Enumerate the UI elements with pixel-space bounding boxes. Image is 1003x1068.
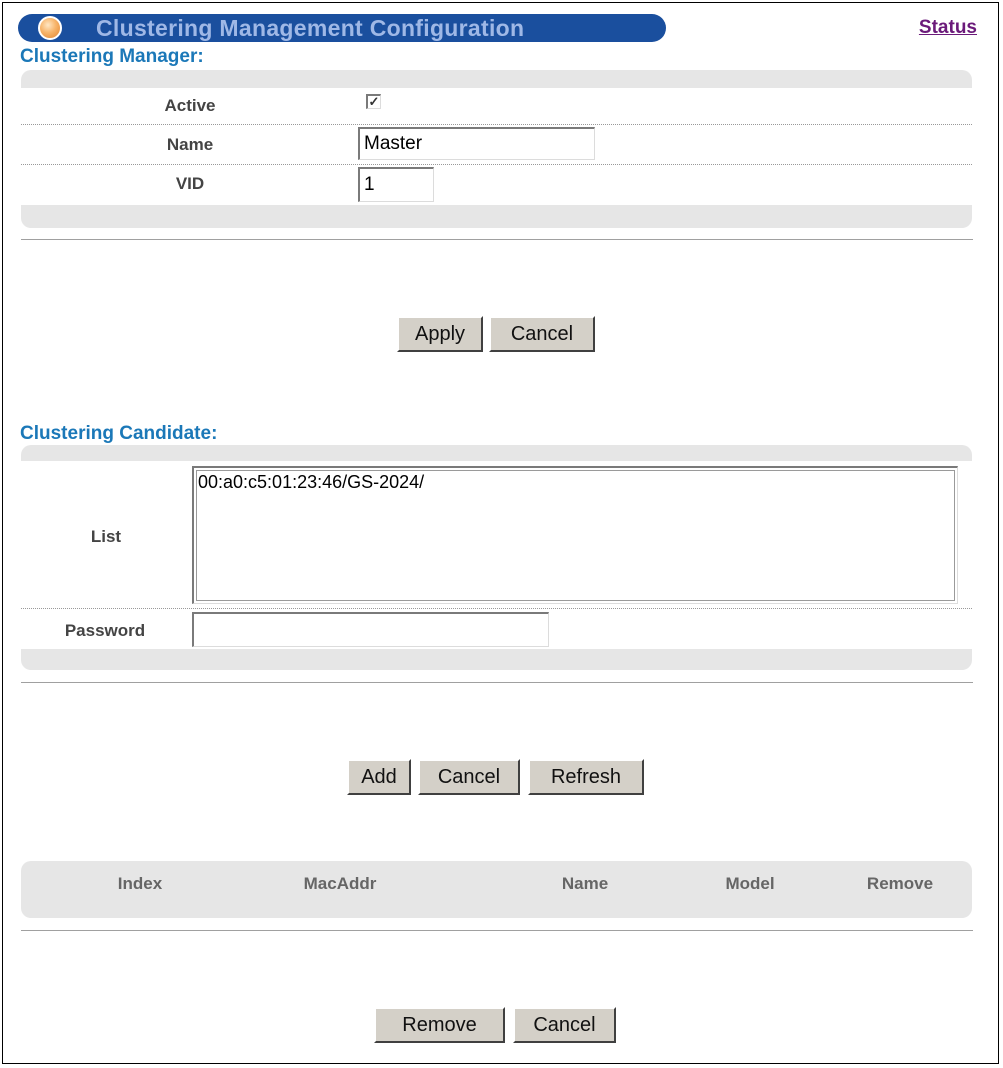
candidate-section-title: Clustering Candidate: — [20, 423, 218, 444]
divider — [21, 239, 973, 240]
vid-label: VID — [175, 174, 205, 193]
add-button[interactable]: Add — [347, 759, 411, 795]
column-header-index: Index — [117, 874, 163, 893]
column-header-name: Name — [561, 874, 609, 893]
title-banner — [18, 14, 666, 42]
active-label: Active — [164, 96, 216, 115]
status-link[interactable]: Status — [918, 17, 977, 38]
divider — [21, 682, 973, 683]
name-label: Name — [166, 135, 214, 154]
column-header-model: Model — [725, 874, 775, 893]
vid-field[interactable] — [358, 167, 434, 202]
apply-button[interactable]: Apply — [397, 316, 483, 352]
page-title: Clustering Management Configuration — [96, 15, 525, 41]
divider — [21, 930, 973, 931]
column-header-macaddr: MacAddr — [303, 874, 377, 893]
password-field[interactable] — [192, 612, 549, 647]
candidate-listbox[interactable] — [192, 466, 958, 604]
cancel-button[interactable]: Cancel — [513, 1007, 616, 1043]
remove-button[interactable]: Remove — [374, 1007, 505, 1043]
list-label: List — [90, 527, 122, 546]
manager-section-title: Clustering Manager: — [20, 46, 204, 67]
checkmark-icon: ✓ — [368, 94, 380, 109]
refresh-button[interactable]: Refresh — [528, 759, 644, 795]
orb-icon — [38, 16, 62, 40]
password-label: Password — [64, 621, 146, 640]
active-checkbox[interactable] — [366, 94, 381, 109]
cancel-button[interactable]: Cancel — [418, 759, 520, 795]
list-item[interactable]: 00:a0:c5:01:23:46/GS-2024/ — [198, 472, 425, 492]
cancel-button[interactable]: Cancel — [489, 316, 595, 352]
column-header-remove: Remove — [866, 874, 934, 893]
name-field[interactable] — [358, 127, 595, 160]
